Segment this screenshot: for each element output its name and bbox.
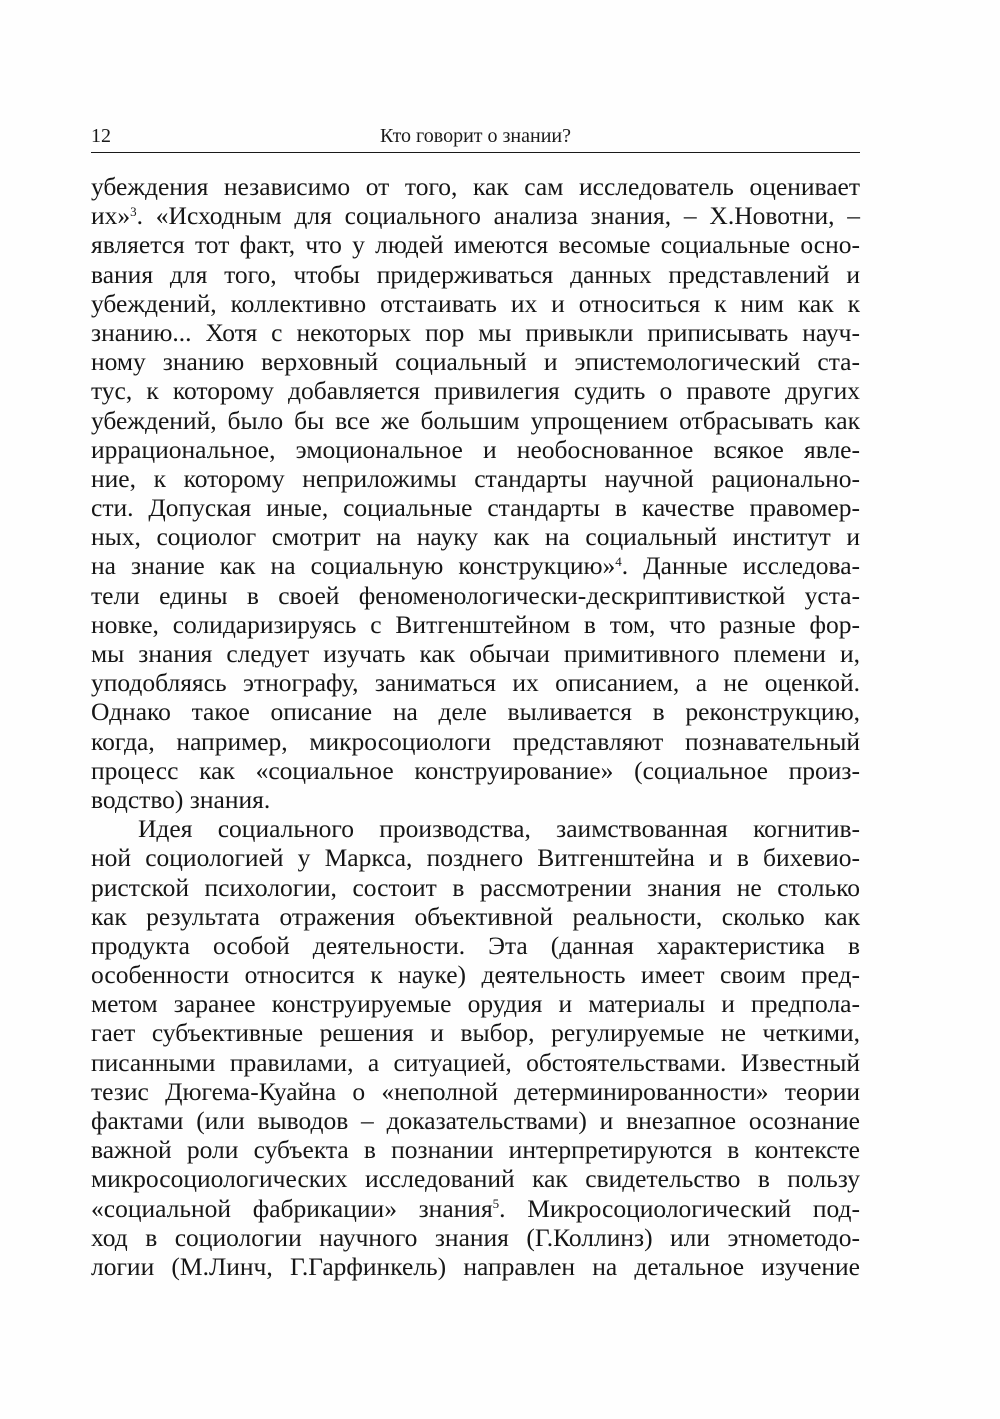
running-head bbox=[91, 120, 860, 153]
paragraph-2 bbox=[91, 814, 860, 1281]
text-line: знанию... Хотя с некоторых пор мы привыкли приписывать науч- bbox=[91, 317, 860, 347]
text-line: микросоциологических исследований как свидетельство в пользу bbox=[91, 1164, 860, 1194]
text-line: особенности относится к науке) деятельность имеет своим пред- bbox=[91, 960, 860, 990]
paragraph-1 bbox=[91, 172, 860, 814]
text-fragment: . «Исходным для социального анализа знания, – Х.Новотни, – bbox=[136, 201, 860, 231]
text-fragment: «социальной фабрикации» знания bbox=[91, 1193, 493, 1223]
text-line: важной роли субъекта в познании интерпретируются в контексте bbox=[91, 1135, 860, 1165]
text-line: логии (М.Линч, Г.Гарфинкель) направлен на детальное изучение bbox=[91, 1251, 860, 1281]
text-line bbox=[91, 1194, 860, 1223]
text-line: водство) знания. bbox=[91, 784, 271, 814]
text-fragment: . Микросоциологический под- bbox=[499, 1193, 860, 1223]
text-line: ход в социологии научного знания (Г.Коллинз) или этнометодо- bbox=[91, 1222, 860, 1252]
text-fragment: их» bbox=[91, 201, 131, 231]
text-line: продукта особой деятельности. Эта (данная характеристика в bbox=[91, 930, 860, 960]
text-line: метом заранее конструируемые орудия и материалы и предпола- bbox=[91, 989, 860, 1019]
text-line: фактами (или выводов – доказательствами) и внезапное осознание bbox=[91, 1106, 860, 1135]
page-number: 12 bbox=[91, 125, 111, 147]
text-line: процесс как «социальное конструирование» (социальное произ- bbox=[91, 755, 860, 785]
text-line: Идея социального производства, заимствованная когнитив- bbox=[138, 814, 860, 844]
text-line: уподобляясь этнографу, заниматься их описанием, а не оценкой. bbox=[91, 668, 860, 698]
text-line: ристской психологии, состоит в рассмотрении знания не столько bbox=[91, 872, 860, 902]
text-line: тели едины в своей феноменологически-дескриптивисткой уста- bbox=[91, 580, 860, 610]
body-text bbox=[91, 172, 860, 1281]
text-line: ных, социолог смотрит на науку как на социальный институт и bbox=[91, 522, 860, 552]
footnote-ref-5: 5 bbox=[492, 1196, 500, 1212]
text-line: Однако такое описание на деле выливается в реконструкцию, bbox=[91, 697, 860, 727]
text-fragment: на знание как на социальную конструкцию» bbox=[91, 551, 616, 581]
text-line: тезис Дюгема-Куайна о «неполной детерминированности» теории bbox=[91, 1076, 860, 1106]
text-line: писанными правилами, а ситуацией, обстоятельствами. Известный bbox=[91, 1047, 860, 1077]
footnote-ref-4: 4 bbox=[615, 553, 622, 569]
text-line: гает субъективные решения и выбор, регулируемые не четкими, bbox=[91, 1018, 860, 1048]
text-line: является тот факт, что у людей имеются весомые социальные осно- bbox=[91, 230, 860, 260]
text-line bbox=[91, 551, 860, 580]
text-line: ние, к которому неприложимы стандарты научной рационально- bbox=[91, 463, 860, 493]
text-line: убеждений, было бы все же большим упрощением отбрасывать как bbox=[91, 405, 860, 435]
text-fragment: . Данные исследова- bbox=[621, 551, 861, 581]
text-line: вания для того, чтобы придерживаться данных представлений и bbox=[91, 259, 860, 289]
text-line: убеждения независимо от того, как сам исследователь оценивает bbox=[91, 172, 860, 201]
text-line: иррациональное, эмоциональное и необоснованное всякое явле- bbox=[91, 434, 860, 464]
text-line: убеждений, коллективно отстаивать их и относиться к ним как к bbox=[91, 288, 860, 318]
text-line: ной социологией у Маркса, позднего Витгенштейна и в бихевио- bbox=[91, 843, 860, 873]
running-title: Кто говорит о знании? bbox=[380, 125, 571, 147]
text-line: тус, к которому добавляется привилегия судить о правоте других bbox=[91, 376, 860, 406]
text-line: сти. Допуская иные, социальные стандарты в качестве правомер- bbox=[91, 493, 860, 523]
text-line: как результата отражения объективной реальности, сколько как bbox=[91, 901, 860, 931]
text-line: когда, например, микросоциологи представляют познавательный bbox=[91, 726, 860, 756]
text-line bbox=[91, 201, 860, 230]
text-line: мы знания следует изучать как обычаи примитивного племени и, bbox=[91, 639, 860, 668]
text-line: ному знанию верховный социальный и эпистемологический ста- bbox=[91, 347, 860, 377]
footnote-ref-3: 3 bbox=[130, 203, 137, 219]
text-line: новке, солидаризируясь с Витгенштейном в том, что разные фор- bbox=[91, 609, 860, 639]
